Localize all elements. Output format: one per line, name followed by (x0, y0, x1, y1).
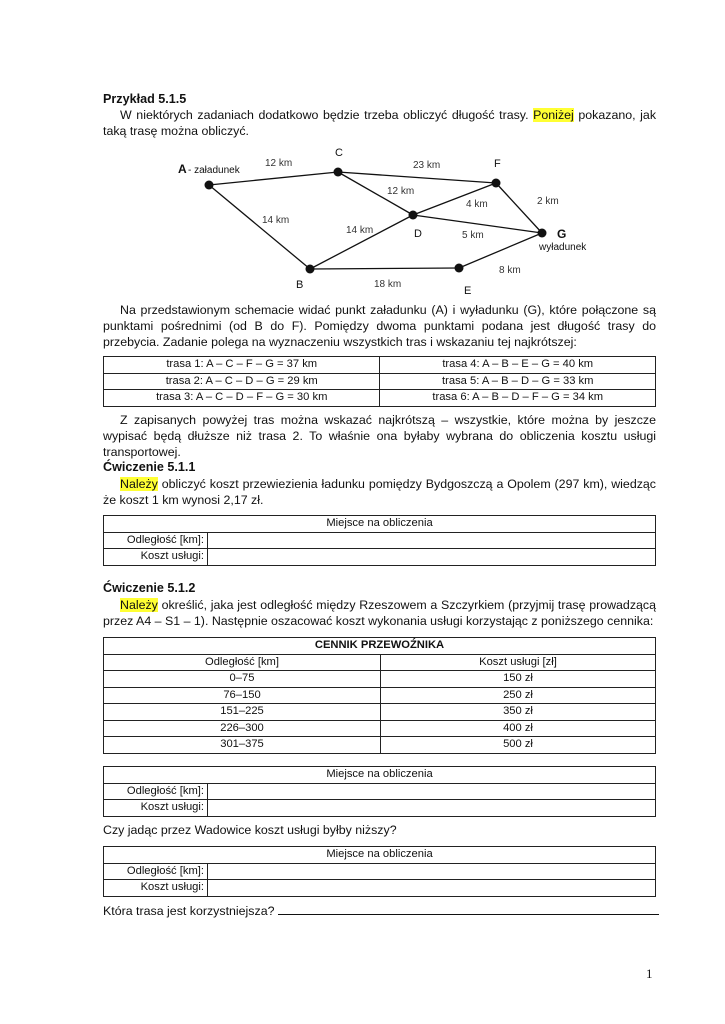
edge-f-g (496, 183, 542, 233)
distance-answer-field[interactable] (208, 783, 656, 800)
edge-ac-label: 12 km (265, 158, 293, 169)
node-g-label: G (557, 227, 567, 241)
distance-answer-field[interactable] (208, 863, 656, 880)
highlight-marker: Należy (120, 477, 158, 491)
exercise2-text: Należy określić, jaka jest odległość między Rzeszowem a Szczyrkiem (przyjmij trasę prowadzącą przez A4 – S1 – 1). Następnie oszacować koszt wykonania usługi korzystając z poniższego cennika: (103, 598, 656, 628)
highlight-marker: Należy (120, 598, 158, 612)
conclusion-paragraph: Z zapisanych powyżej tras można wskazać najkrótszą – wszystkie, które można by jeszcze wypisać będą dłuższe niż trasa 2. To właśnie ona byłaby wybrana do obliczenia kosztu usługi transportowej. (103, 413, 656, 459)
node-c (334, 168, 343, 177)
cost-answer-field[interactable] (208, 880, 656, 897)
pricelist-table: CENNIK PRZEWOŹNIKA Odległość [km] Koszt usługi [zł] 0–75 150 zł 76–150 250 zł 151–225 350 zł 226–300 400 zł 301–375 500 zł (103, 637, 656, 754)
node-d (409, 211, 418, 220)
edge-be-label: 18 km (374, 279, 402, 290)
node-b-label: B (296, 279, 304, 291)
exercise1-text: Należy obliczyć koszt przewiezienia ładunku pomiędzy Bydgoszczą a Opolem (297 km), wiedząc że koszt 1 km wynosi 2,17 zł. (103, 477, 656, 507)
table-row: 301–375 500 zł (104, 737, 656, 754)
edge-cd-label: 12 km (387, 186, 415, 197)
answer-line[interactable] (278, 903, 659, 915)
edge-cf-label: 23 km (413, 160, 441, 171)
example-intro: W niektórych zadaniach dodatkowo będzie trzeba obliczyć długość trasy. Poniżej pokazano, jak taką trasę można obliczyć. (103, 108, 657, 138)
distance-answer-field[interactable] (208, 532, 656, 549)
edge-b-e (310, 268, 459, 269)
edge-ab-label: 14 km (262, 215, 290, 226)
node-a-label: A (178, 162, 187, 176)
node-g (538, 229, 547, 238)
edge-df-label: 4 km (466, 199, 488, 210)
edge-dg-label: 5 km (462, 230, 484, 241)
cost-answer-field[interactable] (208, 800, 656, 817)
calc-table-3: Miejsce na obliczenia Odległość [km]: Koszt usługi: (103, 846, 656, 897)
exercise1-title: Ćwiczenie 5.1.1 (103, 460, 196, 474)
example-title: Przykład 5.1.5 (103, 92, 187, 106)
edge-eg-label: 8 km (499, 265, 521, 276)
question-better-route: Która trasa jest korzystniejsza? (103, 903, 663, 918)
route-diagram (163, 140, 603, 295)
exercise2-title: Ćwiczenie 5.1.2 (103, 581, 196, 595)
pricelist-title: CENNIK PRZEWOŹNIKA (104, 638, 656, 655)
edge-bd-label: 14 km (346, 225, 374, 236)
node-a (205, 181, 214, 190)
description-paragraph: Na przedstawionym schemacie widać punkt załadunku (A) i wyładunku (G), które połączone są punktami pośrednimi (od B do F). Pomiędzy dwoma punktami podana jest długość trasy do przebycia. Zadanie polega na wyznaczeniu wszystkich tras i wskazaniu tej najkrótszej: (103, 303, 656, 349)
edge-c-f (338, 172, 496, 183)
node-g-sub: wyładunek (539, 242, 587, 253)
calc-table-1: Miejsce na obliczenia Odległość [km]: Koszt usługi: (103, 515, 656, 566)
table-row: trasa 2: A – C – D – G = 29 km trasa 5: A – B – D – G = 33 km (104, 373, 656, 390)
edge-a-b (209, 185, 310, 269)
node-b (306, 265, 315, 274)
edge-fg-label: 2 km (537, 196, 559, 207)
table-row: 76–150 250 zł (104, 687, 656, 704)
question-wadowice: Czy jadąc przez Wadowice koszt usługi byłby niższy? (103, 823, 397, 837)
page-number: 1 (646, 966, 653, 981)
node-d-label: D (414, 228, 422, 240)
node-f (492, 179, 501, 188)
node-a-sub: - załadunek (188, 165, 240, 176)
routes-table (103, 356, 656, 407)
node-e (455, 264, 464, 273)
table-row: trasa 1: A – C – F – G = 37 km trasa 4: A – B – E – G = 40 km (104, 357, 656, 374)
node-e-label: E (464, 285, 472, 295)
table-row: 226–300 400 zł (104, 720, 656, 737)
node-f-label: F (494, 158, 501, 170)
table-row: 151–225 350 zł (104, 704, 656, 721)
calc-table-2: Miejsce na obliczenia Odległość [km]: Koszt usługi: (103, 766, 656, 817)
highlight-marker: Poniżej (533, 108, 574, 122)
table-row: trasa 3: A – C – D – F – G = 30 km trasa 6: A – B – D – F – G = 34 km (104, 390, 656, 407)
table-row: 0–75 150 zł (104, 671, 656, 688)
edge-b-d (310, 215, 413, 269)
node-c-label: C (335, 147, 343, 159)
cost-answer-field[interactable] (208, 549, 656, 566)
